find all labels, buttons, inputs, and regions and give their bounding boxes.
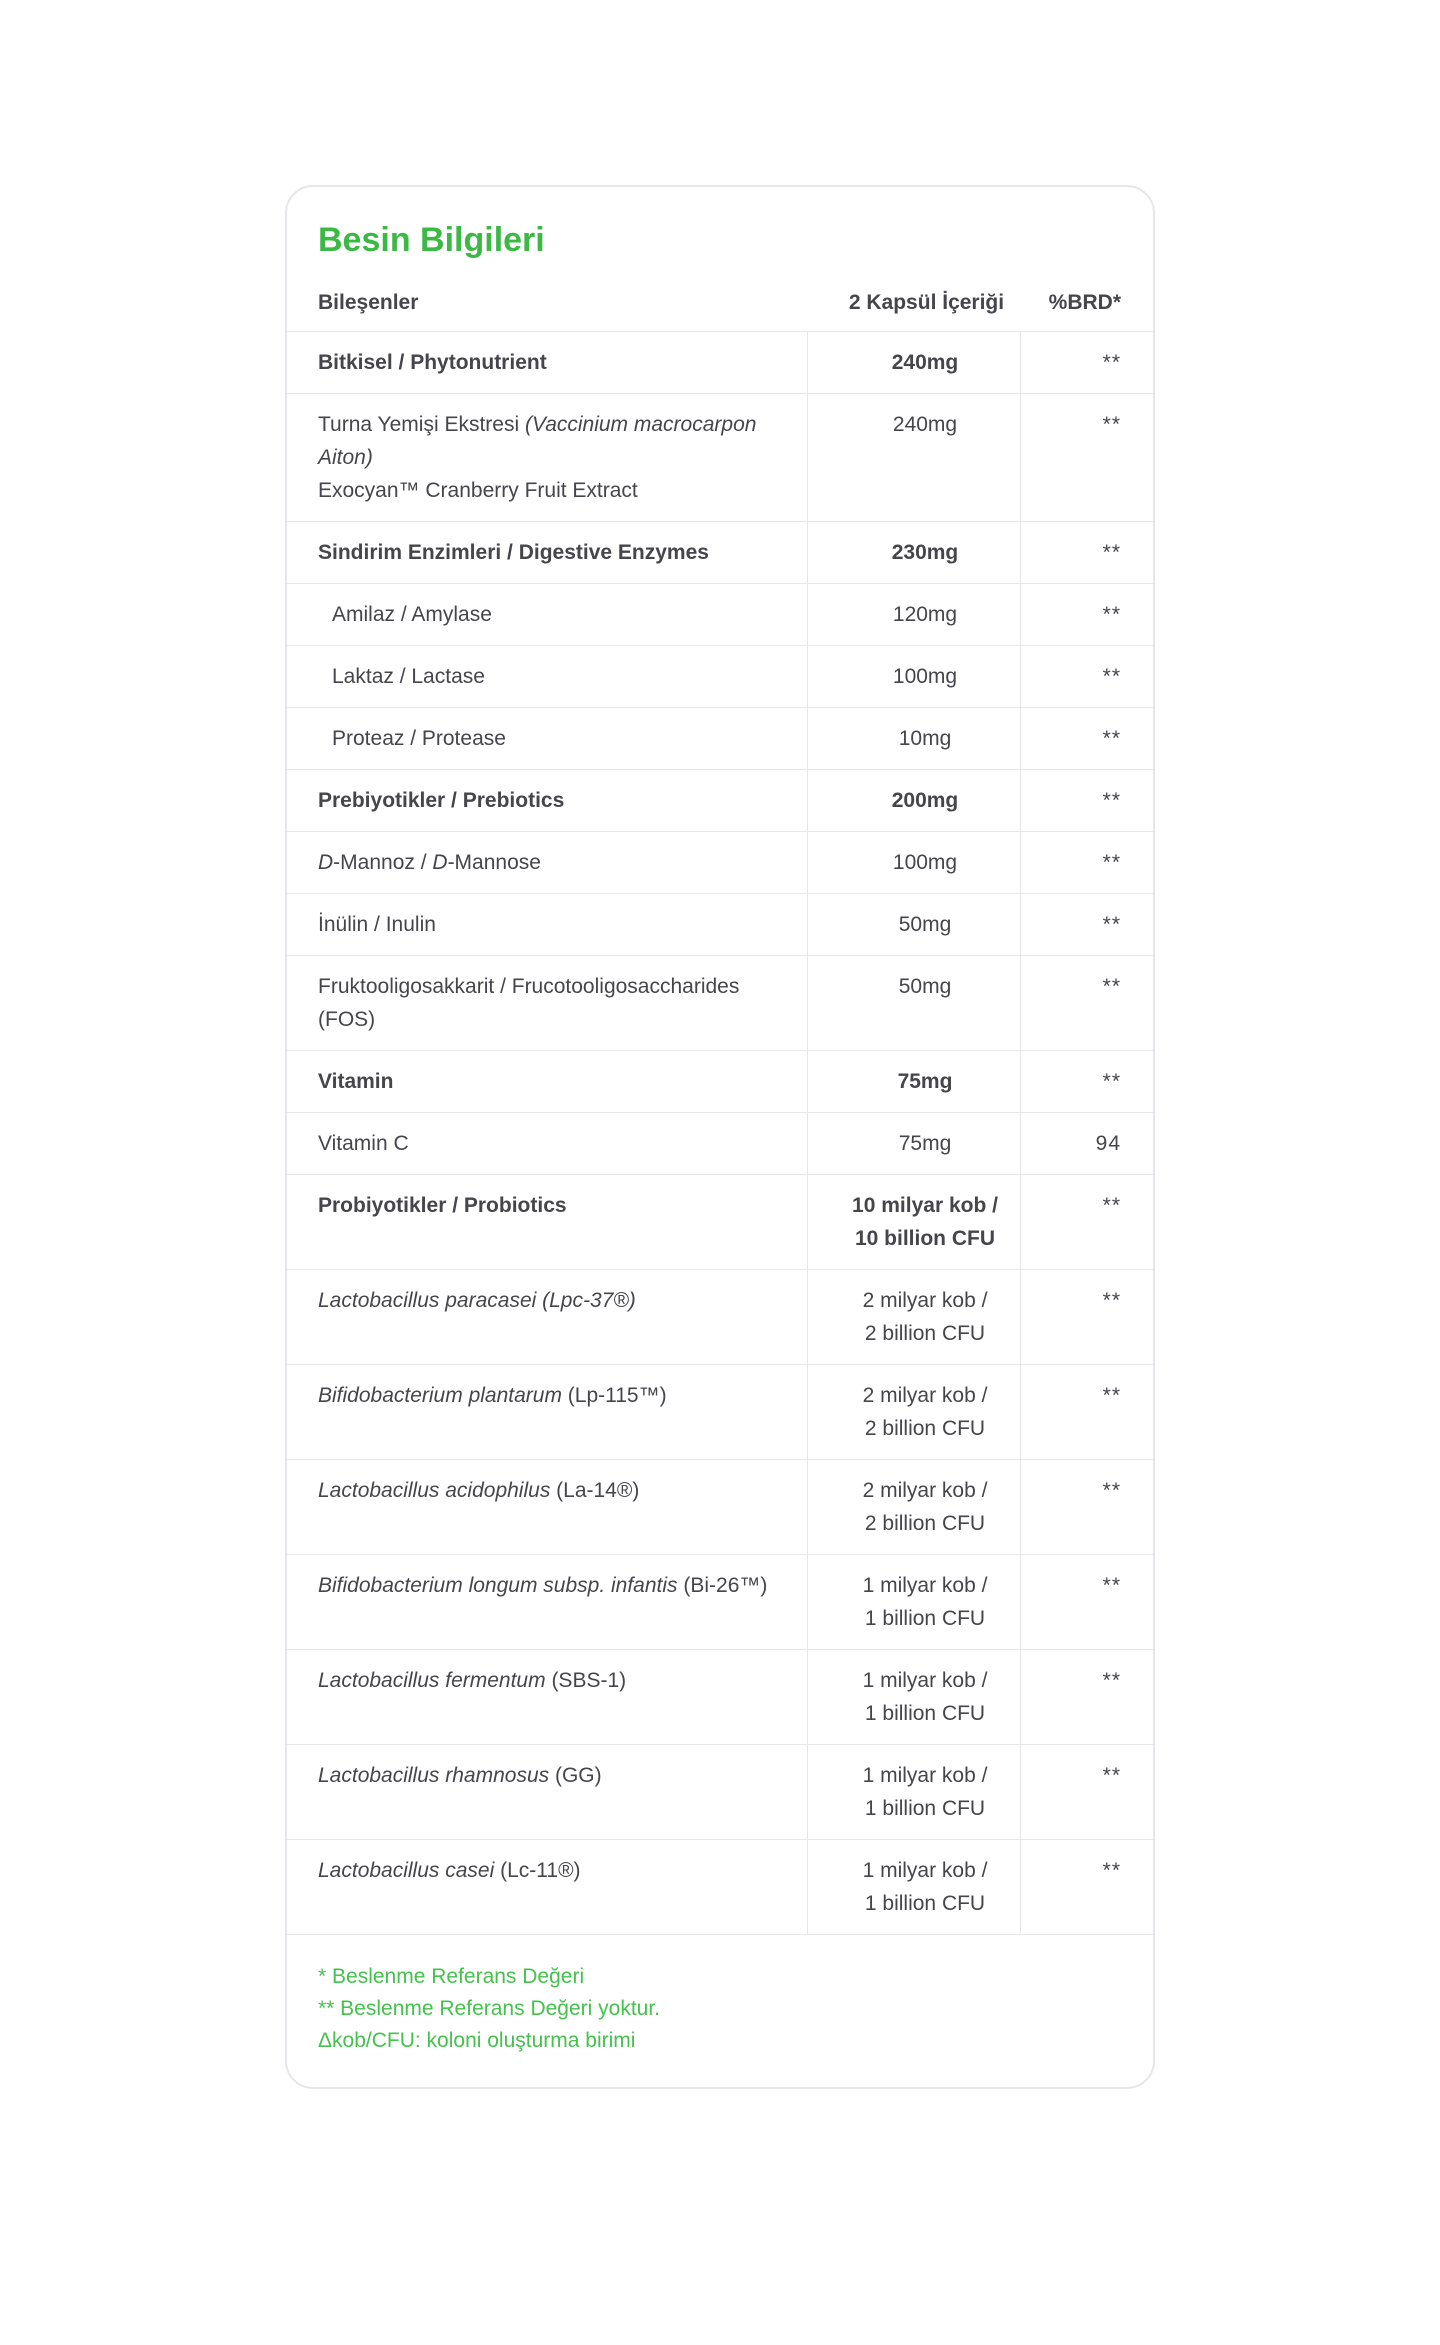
brd-cell: ** [1020,832,1155,893]
amount-line: 1 billion CFU [864,1892,986,1915]
ingredient-cell [287,1745,807,1839]
brd-cell: ** [1020,1745,1155,1839]
brd-cell: ** [1020,1051,1155,1112]
nutrition-facts-card [285,185,1155,2089]
amount-line: 50mg [898,975,952,998]
table-row [287,1650,1153,1745]
amount-cell [807,332,1020,393]
ingredient-cell [287,1270,807,1364]
amount-line: 1 milyar kob / [862,1669,988,1692]
ingredient-cell [287,1365,807,1459]
ingredient-line: Lactobacillus acidophilus (La-14®) [318,1479,640,1502]
footnote-reference-value: * Beslenme Referans Değeri [318,1965,585,1988]
table-row [287,832,1153,894]
ingredient-cell [287,1460,807,1554]
amount-cell [807,522,1020,583]
footnote-no-reference-value: ** Beslenme Referans Değeri yoktur. [318,1997,660,2020]
brd-cell: ** [1020,956,1155,1050]
brd-cell: ** [1020,522,1155,583]
brd-cell: ** [1020,584,1155,645]
amount-line: 2 milyar kob / [862,1384,988,1407]
brd-cell: ** [1020,894,1155,955]
amount-line: 75mg [898,1132,952,1155]
ingredient-cell [287,956,807,1050]
ingredient-line: Lactobacillus rhamnosus (GG) [318,1764,602,1787]
ingredient-line: D-Mannoz / D-Mannose [318,851,541,874]
ingredient-line: Probiyotikler / Probiotics [318,1194,567,1217]
amount-line: 1 milyar kob / [862,1574,988,1597]
brd-cell: ** [1020,770,1155,831]
ingredient-line: Lactobacillus fermentum (SBS-1) [318,1669,627,1692]
page [0,185,1440,2345]
amount-line: 50mg [898,913,952,936]
brd-cell: ** [1020,1365,1155,1459]
table-row [287,956,1153,1051]
amount-line: 2 billion CFU [864,1417,986,1440]
table-row [287,1270,1153,1365]
amount-cell [807,1840,1020,1934]
ingredient-cell [287,1051,807,1112]
table-header [287,261,1153,332]
ingredient-line: Proteaz / Protease [332,727,506,750]
amount-cell [807,1175,1020,1269]
amount-line: 100mg [892,851,958,874]
amount-cell [807,646,1020,707]
amount-line: 10 milyar kob / [852,1194,998,1217]
amount-line: 2 milyar kob / [862,1289,988,1312]
amount-cell [807,394,1020,521]
amount-line: 230mg [891,541,959,564]
amount-line: 10 billion CFU [854,1227,995,1250]
table-row [287,332,1153,394]
brd-cell: ** [1020,394,1155,521]
ingredient-cell [287,708,807,769]
ingredient-line: Bitkisel / Phytonutrient [318,351,547,374]
ingredient-cell [287,584,807,645]
header-ingredients: Bileşenler [318,291,419,314]
ingredient-line: Bifidobacterium longum subsp. infantis (Bi-26™) [318,1574,768,1597]
brd-cell: ** [1020,1555,1155,1649]
amount-line: 240mg [892,413,958,436]
ingredient-cell [287,1840,807,1934]
amount-line: 240mg [891,351,959,374]
ingredient-line: Lactobacillus paracasei (Lpc-37®) [318,1289,636,1312]
brd-cell: ** [1020,1650,1155,1744]
table-row [287,584,1153,646]
brd-cell: ** [1020,1460,1155,1554]
ingredient-cell [287,894,807,955]
amount-cell [807,832,1020,893]
brd-cell: ** [1020,1840,1155,1934]
brd-cell: ** [1020,708,1155,769]
amount-cell [807,1555,1020,1649]
nutrition-title: Besin Bilgileri [318,221,545,259]
amount-line: 120mg [892,603,958,626]
amount-line: 100mg [892,665,958,688]
ingredient-cell [287,770,807,831]
amount-cell [807,1113,1020,1174]
ingredient-line: Turna Yemişi Ekstresi (Vaccinium macrocarpon Aiton) [318,413,757,469]
amount-cell [807,1051,1020,1112]
table-row [287,1555,1153,1650]
amount-line: 1 billion CFU [864,1797,986,1820]
amount-line: 2 milyar kob / [862,1479,988,1502]
brd-cell: ** [1020,646,1155,707]
ingredient-line: Sindirim Enzimleri / Digestive Enzymes [318,541,709,564]
footnote-cfu-definition: Δkob/CFU: koloni oluşturma birimi [318,2029,636,2052]
amount-line: 1 billion CFU [864,1607,986,1630]
ingredient-line: Vitamin C [318,1132,409,1155]
ingredient-line: Exocyan™ Cranberry Fruit Extract [318,479,638,502]
amount-line: 75mg [897,1070,953,1093]
ingredient-cell [287,1650,807,1744]
amount-cell [807,894,1020,955]
ingredient-cell [287,394,807,521]
table-row [287,1460,1153,1555]
table-row [287,1113,1153,1175]
ingredient-line: Amilaz / Amylase [332,603,492,626]
amount-line: 2 billion CFU [864,1322,986,1345]
table-row [287,1840,1153,1935]
ingredient-cell [287,832,807,893]
amount-cell [807,770,1020,831]
amount-line: 1 milyar kob / [862,1859,988,1882]
table-row [287,1365,1153,1460]
table-row [287,770,1153,832]
table-body [287,332,1153,1935]
ingredient-cell [287,646,807,707]
ingredient-cell [287,1175,807,1269]
table-row [287,894,1153,956]
table-row [287,522,1153,584]
ingredient-cell [287,332,807,393]
amount-line: 2 billion CFU [864,1512,986,1535]
ingredient-line: Prebiyotikler / Prebiotics [318,789,565,812]
amount-cell [807,1745,1020,1839]
amount-cell [807,708,1020,769]
ingredient-line: Fruktooligosakkarit / Frucotooligosaccharides (FOS) [318,975,740,1031]
amount-line: 200mg [891,789,959,812]
amount-cell [807,956,1020,1050]
ingredient-line: Bifidobacterium plantarum (Lp-115™) [318,1384,667,1407]
brd-cell: ** [1020,1270,1155,1364]
table-row [287,1051,1153,1113]
amount-cell [807,1460,1020,1554]
ingredient-line: Laktaz / Lactase [332,665,485,688]
amount-line: 10mg [898,727,952,750]
ingredient-cell [287,1113,807,1174]
header-amount-per-2-capsules: 2 Kapsül İçeriği [848,291,1005,314]
amount-cell [807,584,1020,645]
ingredient-line: Lactobacillus casei (Lc-11®) [318,1859,581,1882]
table-row [287,646,1153,708]
table-row [287,708,1153,770]
amount-cell [807,1270,1020,1364]
amount-line: 1 milyar kob / [862,1764,988,1787]
ingredient-line: Vitamin [318,1070,394,1093]
brd-cell: ** [1020,1175,1155,1269]
header-brd-percent: %BRD* [1048,291,1121,314]
table-row [287,394,1153,522]
amount-cell [807,1650,1020,1744]
table-row [287,1745,1153,1840]
brd-cell: 94 [1020,1113,1155,1174]
brd-cell: ** [1020,332,1155,393]
footnotes [287,1935,1153,2087]
ingredient-cell [287,1555,807,1649]
ingredient-cell [287,522,807,583]
ingredient-line: İnülin / Inulin [318,913,436,936]
table-row [287,1175,1153,1270]
amount-line: 1 billion CFU [864,1702,986,1725]
amount-cell [807,1365,1020,1459]
